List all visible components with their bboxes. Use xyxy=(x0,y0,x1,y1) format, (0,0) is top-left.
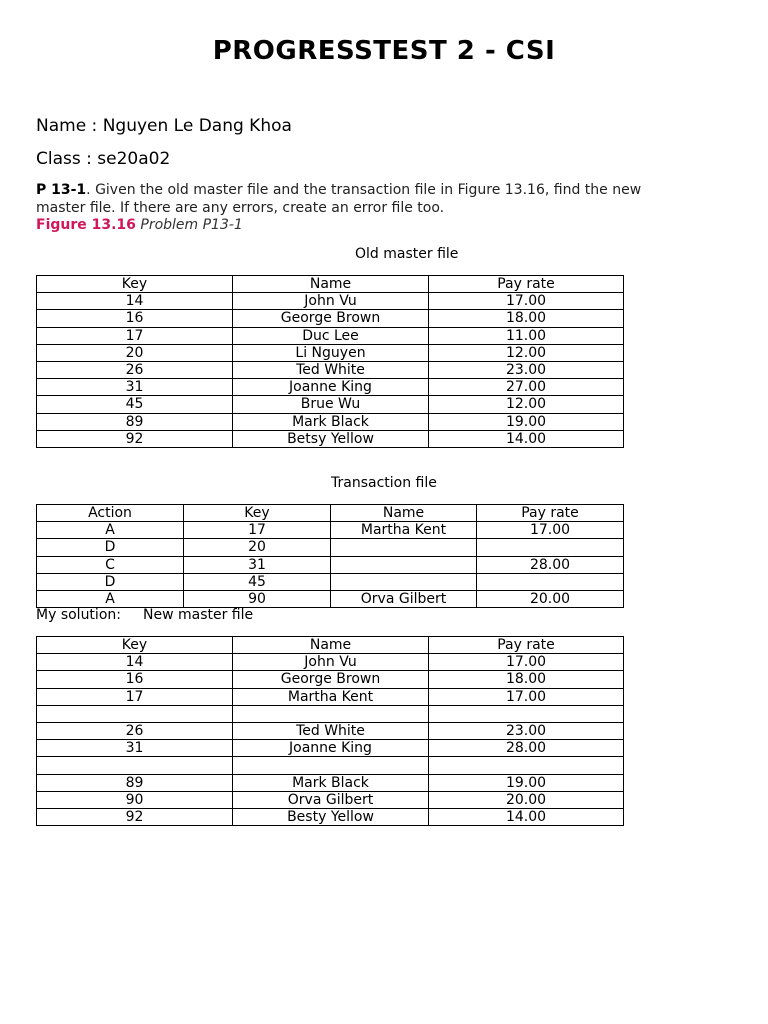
figure-caption: Problem P13-1 xyxy=(140,217,243,233)
table-cell: 28.00 xyxy=(429,740,624,757)
header-cell: Key xyxy=(37,276,233,293)
table-cell: Betsy Yellow xyxy=(233,430,429,447)
table-cell: 14 xyxy=(37,654,233,671)
table-cell: 20 xyxy=(184,539,331,556)
table-cell: 26 xyxy=(37,361,233,378)
table-cell: A xyxy=(37,590,184,607)
table-cell: 28.00 xyxy=(477,556,624,573)
table-cell: 17 xyxy=(37,327,233,344)
table-cell: Martha Kent xyxy=(233,688,429,705)
header-cell: Pay rate xyxy=(429,276,624,293)
header-cell: Name xyxy=(233,637,429,654)
table-cell: D xyxy=(37,539,184,556)
table-cell: 20 xyxy=(37,344,233,361)
table-cell: 17.00 xyxy=(429,293,624,310)
student-name: Name : Nguyen Le Dang Khoa xyxy=(36,116,292,136)
table-cell: 12.00 xyxy=(429,396,624,413)
table-row xyxy=(37,740,624,757)
table-cell: 23.00 xyxy=(429,722,624,739)
table-cell: 20.00 xyxy=(429,791,624,808)
table-row xyxy=(37,522,624,539)
table-cell: Joanne King xyxy=(233,379,429,396)
table-row xyxy=(37,361,624,378)
table-row xyxy=(37,327,624,344)
table-cell: Mark Black xyxy=(233,413,429,430)
table-cell xyxy=(331,573,477,590)
table-cell: 45 xyxy=(37,396,233,413)
header-cell: Name xyxy=(331,505,477,522)
solution-heading xyxy=(36,607,253,623)
header-cell: Name xyxy=(233,276,429,293)
table-cell: 31 xyxy=(184,556,331,573)
table-cell: Li Nguyen xyxy=(233,344,429,361)
figure-label: Figure 13.16 xyxy=(36,217,136,233)
table-cell: 17 xyxy=(37,688,233,705)
problem-statement xyxy=(36,181,676,217)
table-cell: 89 xyxy=(37,413,233,430)
table-cell: 27.00 xyxy=(429,379,624,396)
table-cell xyxy=(331,556,477,573)
table-header-row xyxy=(37,637,624,654)
table-cell: 14.00 xyxy=(429,430,624,447)
table-cell: Ted White xyxy=(233,361,429,378)
table-cell: 90 xyxy=(37,791,233,808)
table-cell: 17.00 xyxy=(429,654,624,671)
table-cell: 18.00 xyxy=(429,671,624,688)
table-cell: 31 xyxy=(37,740,233,757)
table-cell xyxy=(233,705,429,722)
table-row xyxy=(37,688,624,705)
table-cell xyxy=(37,705,233,722)
table-cell: Duc Lee xyxy=(233,327,429,344)
table-row xyxy=(37,396,624,413)
table-cell: 20.00 xyxy=(477,590,624,607)
transaction-caption: Transaction file xyxy=(331,475,437,491)
table-cell: D xyxy=(37,573,184,590)
solution-label: My solution: xyxy=(36,607,121,623)
table-row xyxy=(37,774,624,791)
table-cell: 92 xyxy=(37,808,233,825)
table-cell: Brue Wu xyxy=(233,396,429,413)
table-cell: 16 xyxy=(37,310,233,327)
table-row xyxy=(37,791,624,808)
table-cell: 31 xyxy=(37,379,233,396)
table-header-row xyxy=(37,276,624,293)
table-cell: 11.00 xyxy=(429,327,624,344)
table-cell: Ted White xyxy=(233,722,429,739)
table-cell: Orva Gilbert xyxy=(331,590,477,607)
table-row xyxy=(37,539,624,556)
transaction-table xyxy=(36,504,624,608)
old-master-caption: Old master file xyxy=(355,246,459,262)
table-row xyxy=(37,671,624,688)
table-cell xyxy=(477,539,624,556)
table-cell xyxy=(37,757,233,774)
table-header-row xyxy=(37,505,624,522)
table-cell: John Vu xyxy=(233,293,429,310)
table-row xyxy=(37,379,624,396)
table-row xyxy=(37,722,624,739)
table-cell: 18.00 xyxy=(429,310,624,327)
table-cell xyxy=(429,705,624,722)
table-cell: 17 xyxy=(184,522,331,539)
page-title: PROGRESSTEST 2 - CSI xyxy=(212,36,556,66)
table-row xyxy=(37,654,624,671)
figure-caption-line xyxy=(36,217,243,233)
table-cell: 26 xyxy=(37,722,233,739)
problem-text: . Given the old master file and the transaction file in Figure 13.16, find the new master file. If there are any errors, create an error file too. xyxy=(36,182,642,216)
table-cell: 23.00 xyxy=(429,361,624,378)
header-cell: Key xyxy=(184,505,331,522)
table-cell xyxy=(233,757,429,774)
new-master-table xyxy=(36,636,624,826)
table-cell: 14.00 xyxy=(429,808,624,825)
table-cell: 45 xyxy=(184,573,331,590)
table-cell xyxy=(429,757,624,774)
header-cell: Key xyxy=(37,637,233,654)
table-row xyxy=(37,757,624,774)
table-cell: 12.00 xyxy=(429,344,624,361)
table-cell: 17.00 xyxy=(429,688,624,705)
table-row xyxy=(37,705,624,722)
table-row xyxy=(37,573,624,590)
table-cell xyxy=(477,573,624,590)
problem-number: P 13-1 xyxy=(36,182,87,198)
table-cell: 17.00 xyxy=(477,522,624,539)
table-cell: 90 xyxy=(184,590,331,607)
table-row xyxy=(37,293,624,310)
table-cell: 19.00 xyxy=(429,774,624,791)
table-cell: Mark Black xyxy=(233,774,429,791)
table-cell: George Brown xyxy=(233,310,429,327)
table-cell: George Brown xyxy=(233,671,429,688)
table-row xyxy=(37,430,624,447)
table-cell: Martha Kent xyxy=(331,522,477,539)
table-row xyxy=(37,310,624,327)
header-cell: Action xyxy=(37,505,184,522)
table-cell xyxy=(331,539,477,556)
table-row xyxy=(37,556,624,573)
table-cell: 92 xyxy=(37,430,233,447)
table-row xyxy=(37,808,624,825)
student-class: Class : se20a02 xyxy=(36,149,171,169)
table-cell: Orva Gilbert xyxy=(233,791,429,808)
table-cell: Besty Yellow xyxy=(233,808,429,825)
table-cell: 14 xyxy=(37,293,233,310)
table-cell: C xyxy=(37,556,184,573)
table-cell: Joanne King xyxy=(233,740,429,757)
table-cell: A xyxy=(37,522,184,539)
header-cell: Pay rate xyxy=(429,637,624,654)
table-row xyxy=(37,344,624,361)
header-cell: Pay rate xyxy=(477,505,624,522)
table-row xyxy=(37,413,624,430)
table-row xyxy=(37,590,624,607)
table-cell: John Vu xyxy=(233,654,429,671)
table-cell: 16 xyxy=(37,671,233,688)
new-master-caption: New master file xyxy=(142,607,254,623)
table-cell: 89 xyxy=(37,774,233,791)
old-master-table xyxy=(36,275,624,448)
table-cell: 19.00 xyxy=(429,413,624,430)
